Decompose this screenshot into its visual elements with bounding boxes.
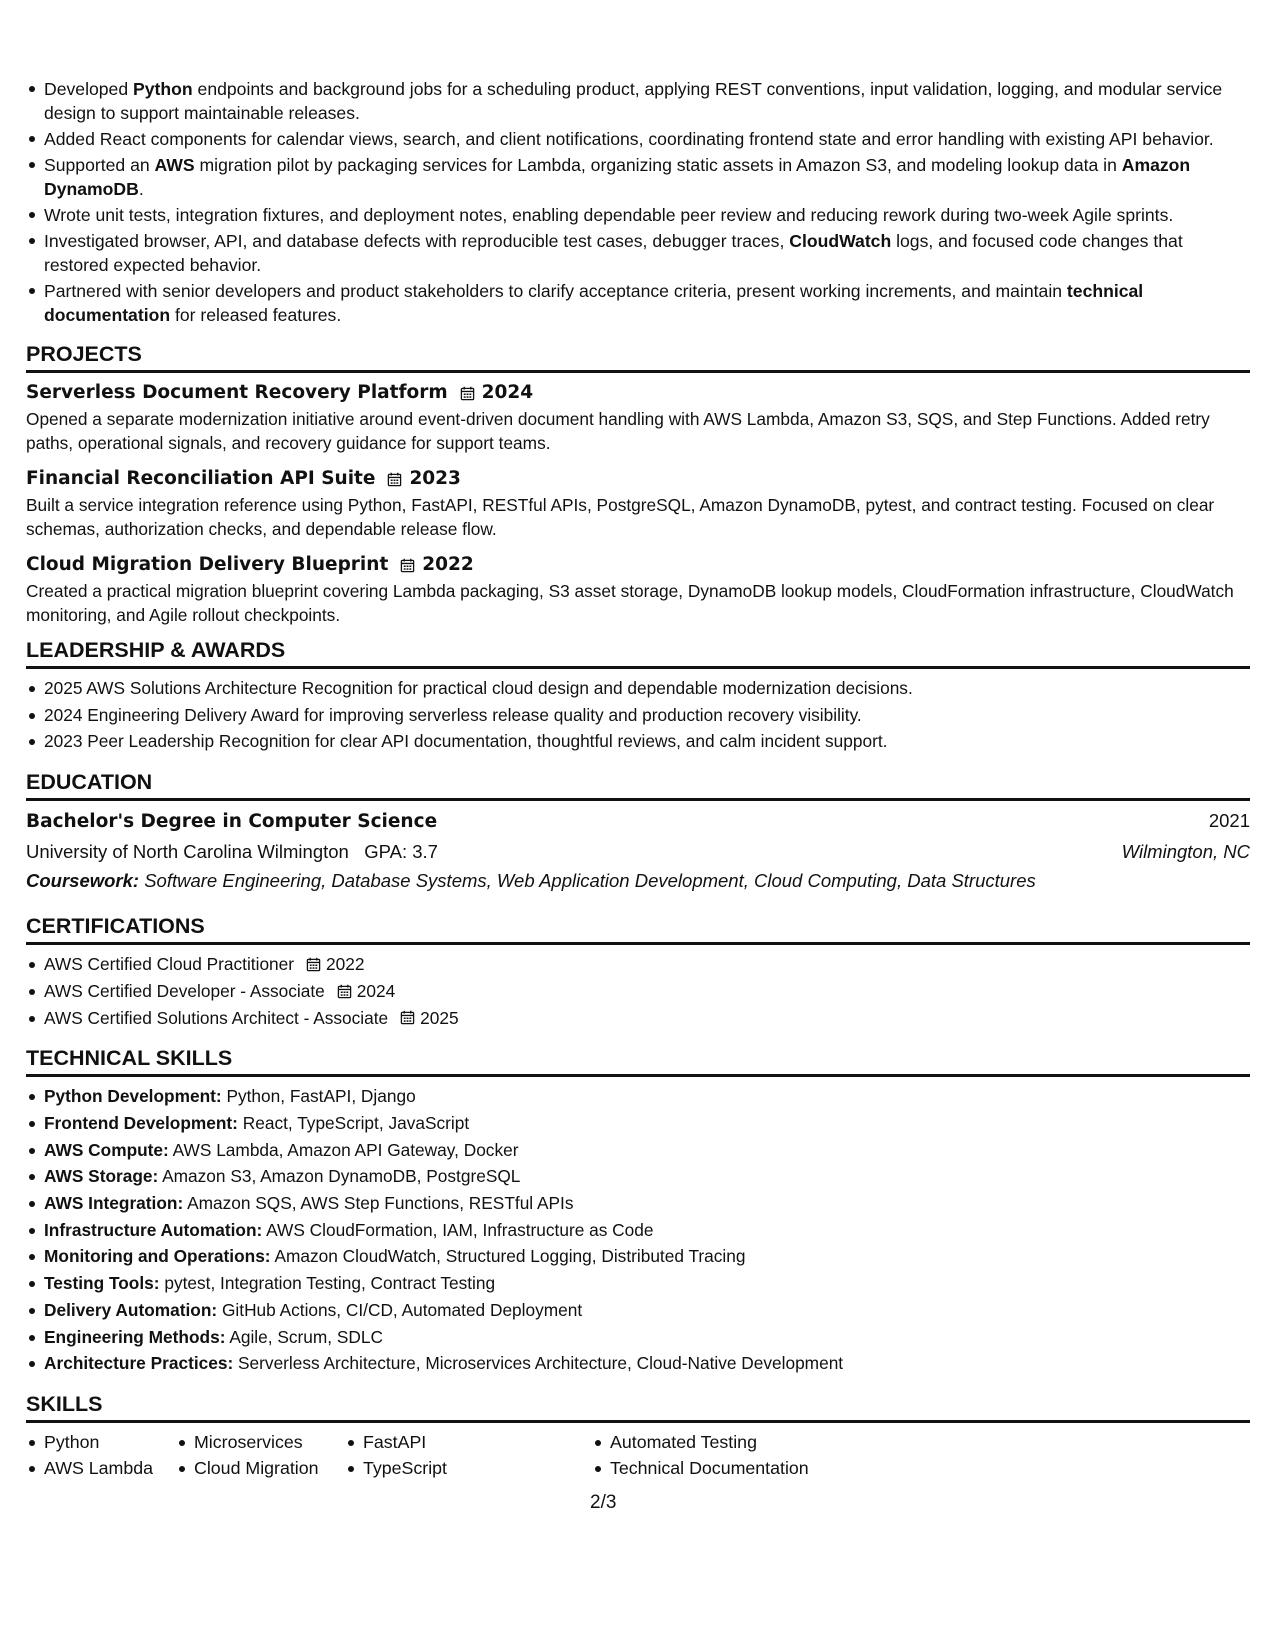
page-number: 2/3 [590,1492,617,1513]
experience-bullet [26,279,1250,327]
technical-skill-item [26,1190,1250,1217]
project-title: Serverless Document Recovery Platform [26,382,448,403]
calendar-icon [400,1010,415,1025]
experience-bullet-list [26,77,1250,327]
skill-category: AWS Storage: [44,1166,159,1187]
skills-column [592,1429,852,1481]
graduation-year: 2021 [1208,810,1250,832]
leadership-section [26,637,1250,755]
calendar-icon [306,957,321,972]
skill-category: Engineering Methods: [44,1326,226,1347]
project-item [26,465,1250,541]
bullet-text: Added React components for calendar views, search, and client notifications, coordinating frontend state and error handling with existing API behavior. [44,129,1214,149]
skill-values: Agile, Scrum, SDLC [229,1326,383,1347]
skill-category: Architecture Practices: [44,1353,234,1374]
skills-column [176,1429,345,1481]
project-title-row [26,379,1250,407]
education-section [26,769,1250,895]
certification-name: AWS Certified Developer - Associate [44,980,325,1001]
award-item: 2024 Engineering Delivery Award for improving serverless release quality and production recovery visibility. [26,702,1250,729]
skill-item: Python [26,1429,176,1455]
bullet-text: endpoints and background jobs for a scheduling product, applying REST conventions, input validation, logging, and modular service design to support maintainable releases. [44,79,1223,123]
project-year: 2022 [422,554,474,575]
technical-skills-list [26,1083,1250,1377]
experience-bullet [26,127,1250,151]
education-heading: EDUCATION [26,769,1250,801]
project-description: Built a service integration reference using Python, FastAPI, RESTful APIs, PostgreSQL, Amazon DynamoDB, pytest, and contract testing. Focused on clear schemas, authorization checks, and dependable release flow. [26,495,1215,539]
skill-values: AWS Lambda, Amazon API Gateway, Docker [172,1139,519,1160]
project-item [26,379,1250,455]
certifications-heading: CERTIFICATIONS [26,913,1250,945]
bullet-text: Investigated browser, API, and database defects with reproducible test cases, debugger traces, [44,231,790,251]
bold-keyword: Python [133,79,193,99]
technical-skill-item [26,1137,1250,1164]
bold-keyword: technical documentation [44,281,1144,325]
technical-skill-item [26,1324,1250,1351]
technical-skill-item [26,1083,1250,1110]
skill-values: Amazon SQS, AWS Step Functions, RESTful APIs [187,1193,574,1214]
bullet-text: . [138,179,144,199]
project-item [26,551,1250,627]
certification-year: 2022 [326,954,365,975]
projects-heading: PROJECTS [26,341,1250,373]
bullet-text: migration pilot by packaging services for Lambda, organizing static assets in Amazon S3, and modeling lookup data in [194,155,1122,175]
bullet-text: Supported an [44,155,155,175]
bullet-text: Partnered with senior developers and product stakeholders to clarify acceptance criteria, present working increments, and maintain [44,281,1067,301]
skill-item: Cloud Migration [176,1455,345,1481]
skill-values: AWS CloudFormation, IAM, Infrastructure as Code [266,1219,654,1240]
calendar-icon [400,558,415,573]
skill-category: AWS Compute: [44,1139,169,1160]
coursework [26,866,1250,895]
skill-category: AWS Integration: [44,1193,184,1214]
skill-item: AWS Lambda [26,1455,176,1481]
project-title: Financial Reconciliation API Suite [26,468,376,489]
awards-list [26,675,1250,755]
award-item: 2025 AWS Solutions Architecture Recognition for practical cloud design and dependable modernization decisions. [26,675,1250,702]
skills-column [26,1429,176,1481]
school-info [26,837,438,866]
skill-values: pytest, Integration Testing, Contract Testing [164,1273,496,1294]
skill-item: Technical Documentation [592,1455,852,1481]
technical-skill-item [26,1350,1250,1377]
projects-section [26,341,1250,627]
certifications-section [26,913,1250,1031]
experience-bullet [26,229,1250,277]
skill-values: Python, FastAPI, Django [226,1086,416,1107]
technical-skill-item [26,1270,1250,1297]
skill-item: Automated Testing [592,1429,852,1455]
skill-values: GitHub Actions, CI/CD, Automated Deployment [221,1299,583,1320]
bold-keyword: Amazon DynamoDB [44,155,1191,199]
gpa: GPA: 3.7 [364,841,438,863]
bullet-text: logs, and focused code changes that restored expected behavior. [44,231,1183,275]
technical-skill-item [26,1243,1250,1270]
projects-list [26,379,1250,627]
resume-page [26,77,1250,1481]
technical-skills-heading: TECHNICAL SKILLS [26,1045,1250,1077]
project-description: Created a practical migration blueprint covering Lambda packaging, S3 asset storage, DynamoDB lookup models, CloudFormation infrastructure, CloudWatch monitoring, and Agile rollout checkpoints. [26,581,1234,625]
school-name: University of North Carolina Wilmington [26,841,349,863]
skill-values: React, TypeScript, JavaScript [242,1112,470,1133]
technical-skill-item [26,1163,1250,1190]
skills-heading: SKILLS [26,1391,1250,1423]
skill-values: Serverless Architecture, Microservices Architecture, Cloud-Native Development [238,1353,844,1374]
school-location: Wilmington, NC [1121,841,1250,863]
skill-item: TypeScript [345,1455,592,1481]
skill-item: FastAPI [345,1429,592,1455]
project-title-row [26,551,1250,579]
skill-category: Python Development: [44,1086,222,1107]
skill-category: Frontend Development: [44,1112,238,1133]
skill-values: Amazon S3, Amazon DynamoDB, PostgreSQL [162,1166,521,1187]
bold-keyword: AWS [154,155,195,175]
education-degree-row [26,807,1250,837]
certification-item [26,1005,1250,1032]
project-year: 2024 [481,382,534,403]
education-school-row [26,837,1250,866]
skill-category: Infrastructure Automation: [44,1219,263,1240]
skill-item: Microservices [176,1429,345,1455]
experience-bullet [26,203,1250,227]
project-year: 2023 [409,468,461,489]
project-title-row [26,465,1250,493]
degree-title: Bachelor's Degree in Computer Science [26,811,438,833]
project-description: Opened a separate modernization initiative around event-driven document handling with AWS Lambda, Amazon S3, SQS, and Step Functions. Added retry paths, operational signals, and recovery guidance for support teams. [26,409,1210,453]
coursework-label: Coursework: [26,870,140,892]
certification-item [26,978,1250,1005]
experience-bullet [26,77,1250,125]
certification-name: AWS Certified Solutions Architect - Associate [44,1007,389,1028]
calendar-icon [460,386,475,401]
technical-skill-item [26,1217,1250,1244]
technical-skill-item [26,1110,1250,1137]
bullet-text: for released features. [170,305,342,325]
skills-grid [26,1429,1250,1481]
skill-category: Monitoring and Operations: [44,1246,271,1267]
skills-section [26,1391,1250,1481]
bullet-text: Wrote unit tests, integration fixtures, and deployment notes, enabling dependable peer review and reducing rework during two-week Agile sprints. [44,205,1174,225]
certification-item [26,951,1250,978]
skills-column [345,1429,592,1481]
experience-bullet [26,153,1250,201]
skill-category: Testing Tools: [44,1273,160,1294]
certifications-list [26,951,1250,1031]
award-item: 2023 Peer Leadership Recognition for clear API documentation, thoughtful reviews, and calm incident support. [26,728,1250,755]
certification-year: 2025 [420,1007,459,1028]
technical-skill-item [26,1297,1250,1324]
calendar-icon [337,984,352,999]
skill-category: Delivery Automation: [44,1299,218,1320]
coursework-list: Software Engineering, Database Systems, Web Application Development, Cloud Computing, Data Structures [144,870,1036,892]
skill-values: Amazon CloudWatch, Structured Logging, Distributed Tracing [274,1246,746,1267]
bold-keyword: CloudWatch [789,231,892,251]
certification-name: AWS Certified Cloud Practitioner [44,954,295,975]
leadership-heading: LEADERSHIP & AWARDS [26,637,1250,669]
technical-skills-section [26,1045,1250,1377]
calendar-icon [387,472,402,487]
bullet-text: Developed [44,79,134,99]
project-title: Cloud Migration Delivery Blueprint [26,554,389,575]
certification-year: 2024 [356,980,396,1001]
